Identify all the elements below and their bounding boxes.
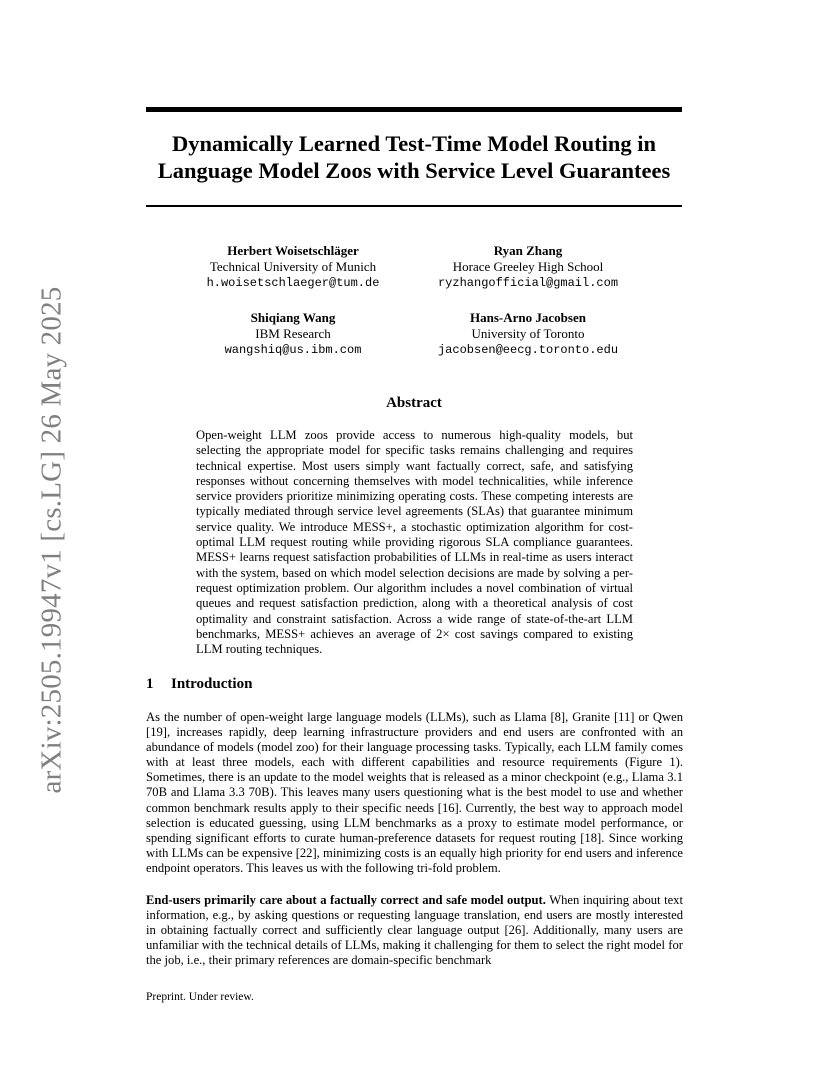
title-rule-top xyxy=(146,107,682,112)
author-block xyxy=(163,310,423,358)
paper-title: Dynamically Learned Test-Time Model Routing in Language Model Zoos with Service Level Guarantees xyxy=(157,131,671,183)
author-affiliation: Horace Greeley High School xyxy=(452,259,604,274)
abstract-heading: Abstract xyxy=(386,395,442,411)
author-name: Shiqiang Wang xyxy=(250,310,336,325)
author-affiliation: Technical University of Munich xyxy=(209,259,377,274)
body-paragraph xyxy=(146,893,683,968)
author-block xyxy=(398,243,658,291)
author-block xyxy=(398,310,658,358)
author-email[interactable]: ryzhangofficial@gmail.com xyxy=(437,276,619,290)
paragraph-text: When inquiring about text information, e.g., by asking questions or requesting language translation, end users are mostly interested in obtaining factually correct and sufficiently clear language output [26]. Additionally, many users are unfamiliar with the technical details of LLMs, making it challenging for them to select the right model for the job, i.e., their primary references are domain-specific benchmark xyxy=(146,893,683,968)
author-block xyxy=(163,243,423,291)
section-title: Introduction xyxy=(171,676,253,692)
paragraph-lead-in: End-users primarily care about a factually correct and safe model output. xyxy=(146,893,546,907)
abstract-text: Open-weight LLM zoos provide access to numerous high-quality models, but selecting the appropriate model for specific tasks remains challenging and requires technical expertise. Most users simply want factually correct, safe, and satisfying responses without concerning themselves with model technicalities, while inference service providers prioritize minimizing operating costs. These competing interests are typically mediated through service level agreements (SLAs) that guarantee minimum service quality. We introduce MESS+, a stochastic optimization algorithm for cost-optimal LLM request routing while providing rigorous SLA compliance guarantees. MESS+ learns request satisfaction probabilities of LLMs in real-time as users interact with the system, based on which model selection decisions are made by solving a per-request optimization problem. Our algorithm includes a novel combination of virtual queues and request satisfaction prediction, along with a theoretical analysis of cost optimality and constraint satisfaction. Across a wide range of state-of-the-art LLM benchmarks, MESS+ achieves an average of 2× cost savings compared to existing LLM routing techniques. xyxy=(196,428,633,657)
section-heading xyxy=(146,676,252,693)
author-name: Ryan Zhang xyxy=(493,243,563,258)
footer-note: Preprint. Under review. xyxy=(146,991,254,1003)
body-paragraph: As the number of open-weight large language models (LLMs), such as Llama [8], Granite [11] or Qwen [19], increases rapidly, deep learning infrastructure providers and end users are confronted with an abundance of models (model zoo) for their language processing tasks. Typically, each LLM family comes with at least three models, each with different capabilities and resource requirements (Figure 1). Sometimes, there is an update to the model weights that is released as a minor checkpoint (e.g., Llama 3.1 70B and Llama 3.3 70B). This leaves many users questioning what is the best model to use and whether common benchmark results apply to their specific needs [16]. Currently, the best way to approach model selection is educated guessing, using LLM benchmarks as a proxy to estimate model performance, or spending significant efforts to curate human-preference datasets for request routing [18]. Since working with LLMs can be expensive [22], minimizing costs is an equally high priority for end users and inference endpoint operators. This leaves us with the following tri-fold problem. xyxy=(146,710,683,875)
author-email[interactable]: jacobsen@eecg.toronto.edu xyxy=(437,343,619,357)
author-email[interactable]: wangshiq@us.ibm.com xyxy=(224,343,362,357)
author-affiliation: University of Toronto xyxy=(471,326,585,341)
author-name: Hans-Arno Jacobsen xyxy=(470,310,586,325)
section-number: 1 xyxy=(146,676,154,692)
author-name: Herbert Woisetschläger xyxy=(227,243,359,258)
arxiv-identifier-stamp: arXiv:2505.19947v1 [cs.LG] 26 May 2025 xyxy=(35,286,68,794)
author-affiliation: IBM Research xyxy=(255,326,331,341)
author-email[interactable]: h.woisetschlaeger@tum.de xyxy=(206,276,380,290)
title-rule-bottom xyxy=(146,205,682,207)
